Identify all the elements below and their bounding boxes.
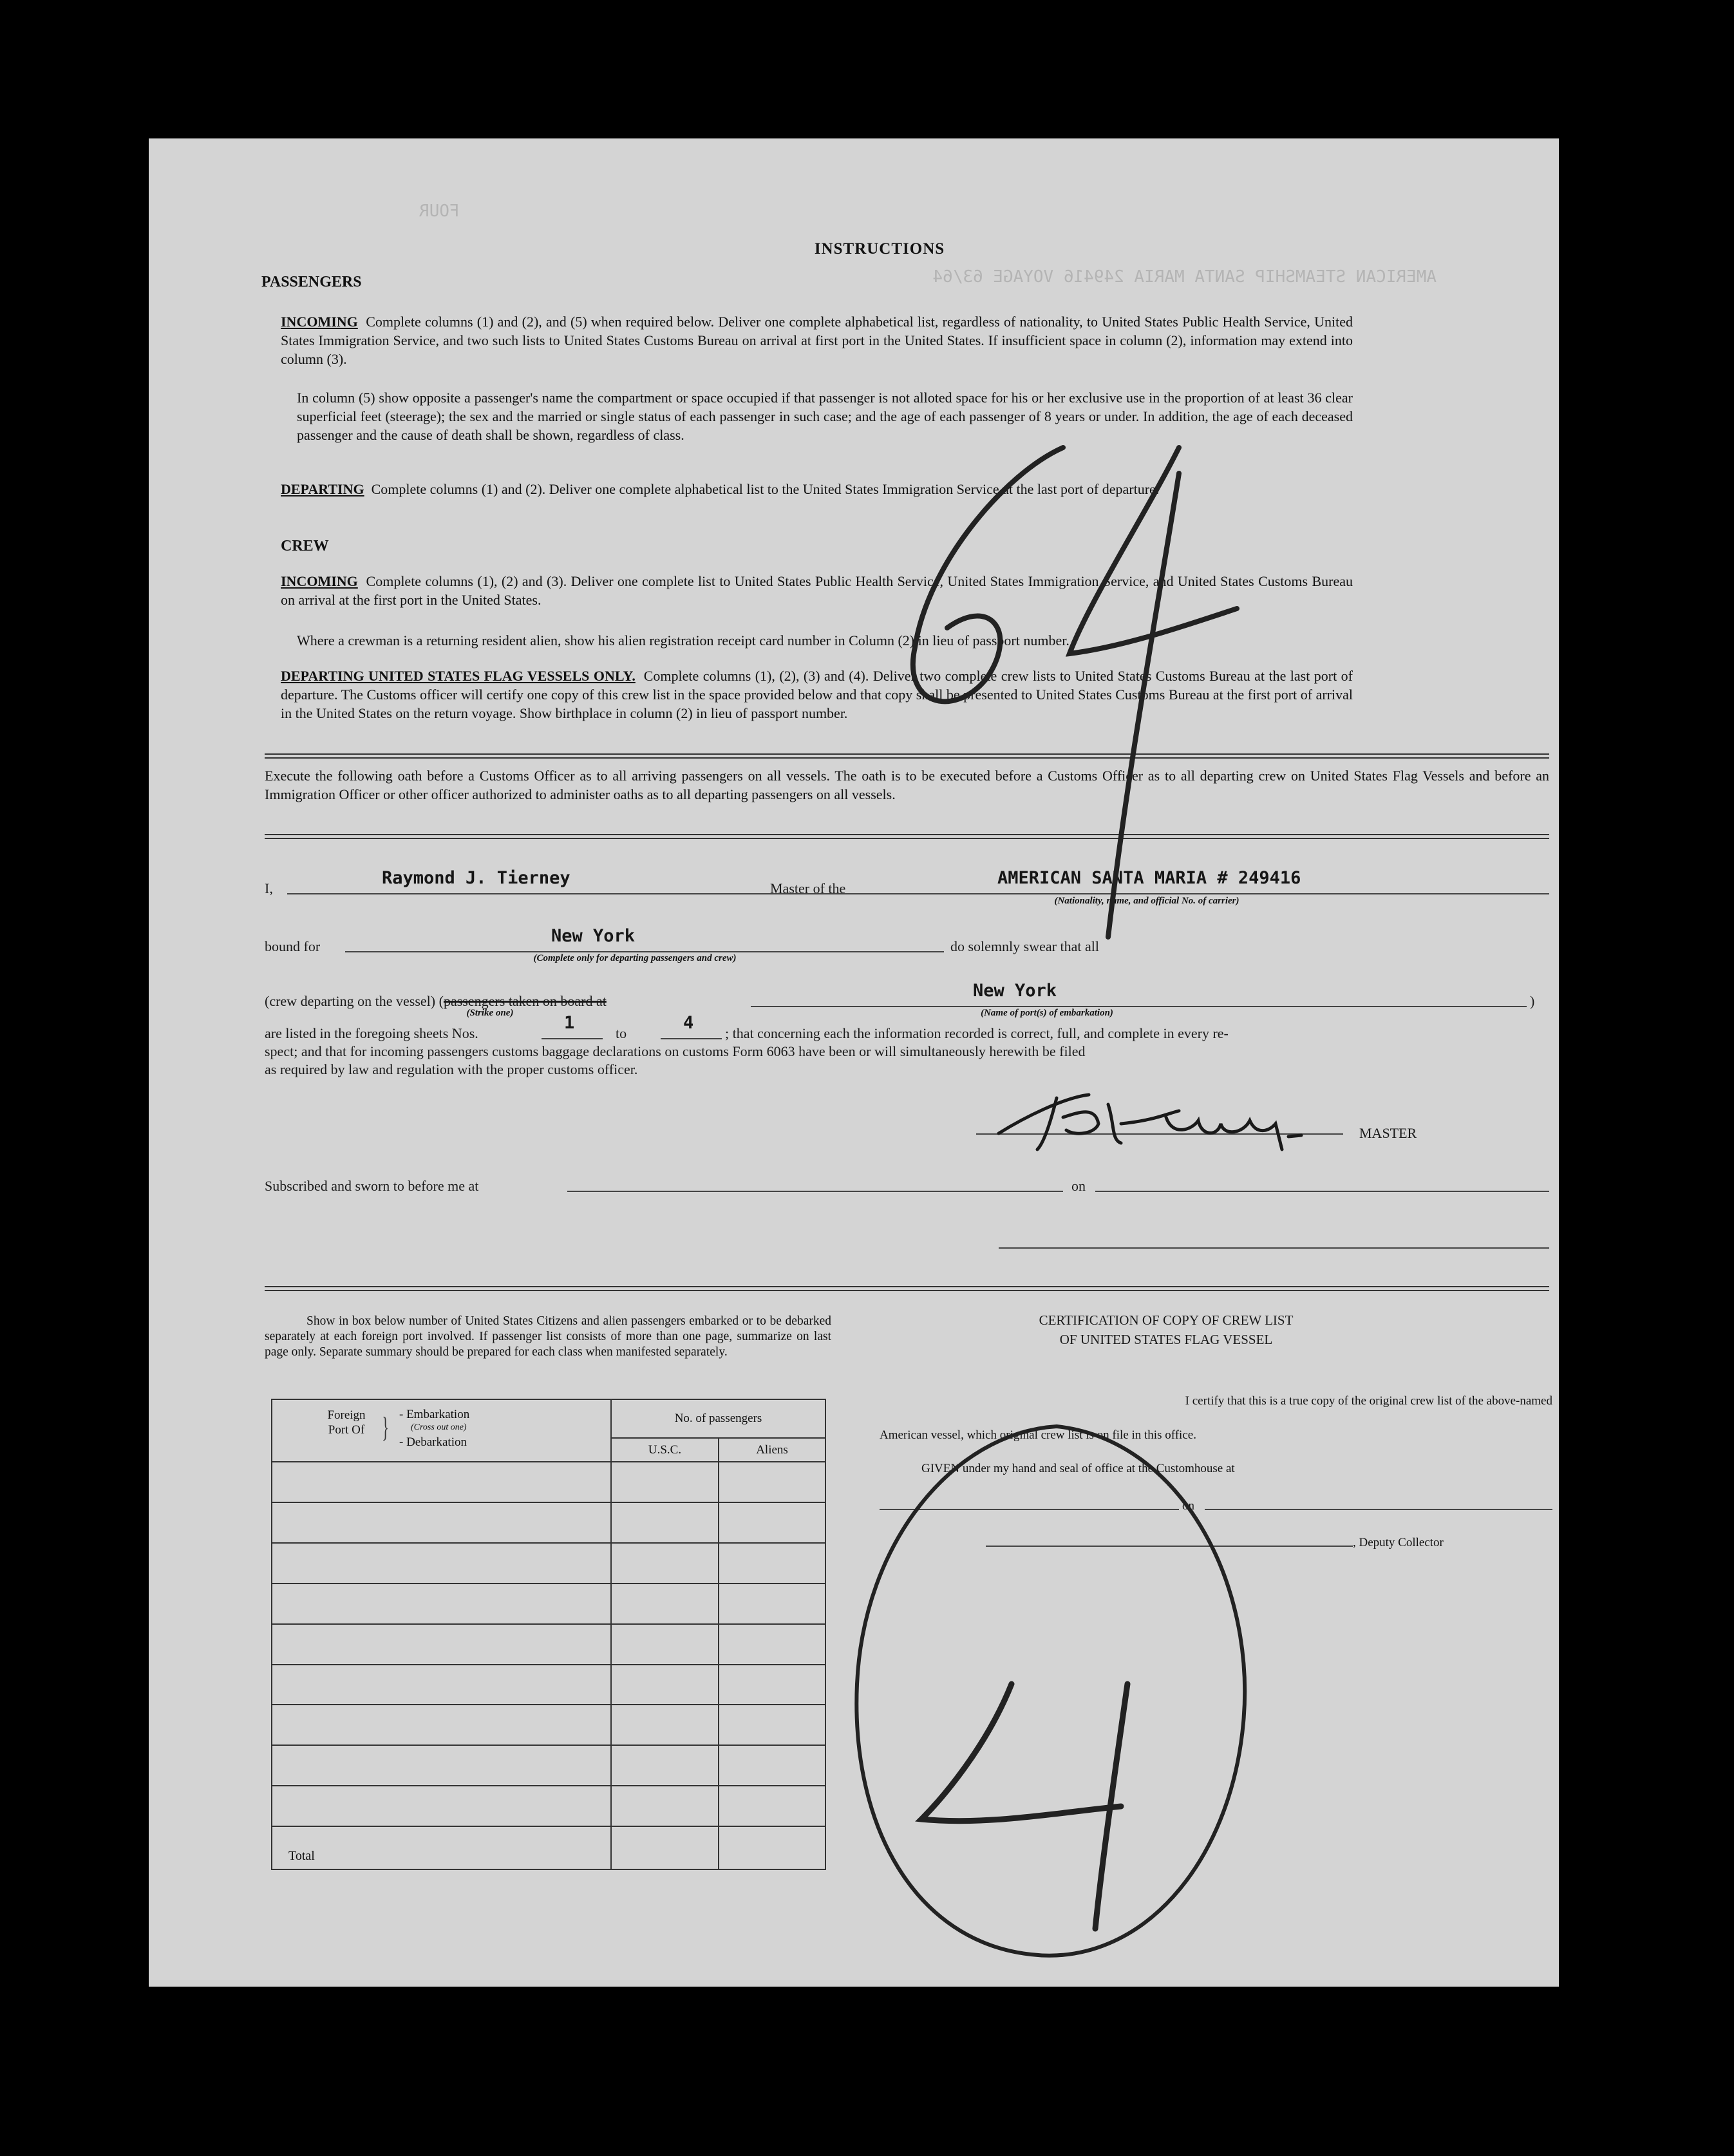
divider-3b <box>265 1290 1549 1291</box>
summary-instruction: Show in box below number of United States Citizens and alien passengers embarked or to be debarked separately at each foreign port involved. If passenger list consists of more than one page, summarize on last page only. Separate summary should be prepared for each class when manifested separately. <box>265 1314 831 1359</box>
master-of-label: Master of the <box>770 880 846 896</box>
bound-caption: (Complete only for departing passengers and crew) <box>533 953 737 963</box>
embarkation-label: - Embarkation <box>399 1408 470 1421</box>
sheets-text-1: ; that concerning each the information recorded is correct, full, and complete in every re- <box>725 1025 1229 1041</box>
strike-caption: (Strike one) <box>466 1008 514 1018</box>
certification-title-1: CERTIFICATION OF COPY OF CREW LIST <box>1039 1312 1294 1328</box>
subscribed-place-line <box>567 1191 1063 1192</box>
passengers-departing-text: Complete columns (1) and (2). Deliver one complete alphabetical list to the United States Immigration Service at the last port of departure. <box>371 481 1160 497</box>
table-row-usc[interactable] <box>611 1665 719 1705</box>
officer-signature-line <box>999 1247 1549 1249</box>
table-row-usc[interactable] <box>611 1705 719 1745</box>
page-title: INSTRUCTIONS <box>814 240 945 258</box>
aliens-header: Aliens <box>719 1438 825 1462</box>
sheets-text-2: spect; and that for incoming passengers customs baggage declarations on customs Form 6063 have been or will simultaneously herewith be filed <box>265 1043 1086 1059</box>
embark-caption: (Name of port(s) of embarkation) <box>981 1008 1113 1018</box>
table-row-usc[interactable] <box>611 1584 719 1624</box>
summary-table <box>271 1399 826 1870</box>
total-aliens[interactable] <box>719 1826 825 1869</box>
table-row-usc[interactable] <box>611 1502 719 1543</box>
table-row-aliens[interactable] <box>719 1502 825 1543</box>
total-label: Total <box>272 1826 611 1869</box>
subscribed-date-line <box>1095 1191 1549 1192</box>
no-passengers-header: No. of passengers <box>611 1399 825 1438</box>
table-row-port[interactable] <box>272 1502 611 1543</box>
ghost-text-top: FOUR <box>419 202 460 221</box>
sheets-label: are listed in the foregoing sheets Nos. <box>265 1025 478 1041</box>
sheet-to: 4 <box>683 1013 694 1033</box>
master-signature <box>986 1085 1346 1156</box>
table-row-aliens[interactable] <box>719 1624 825 1665</box>
debarkation-label: - Debarkation <box>399 1435 467 1449</box>
cross-out-label: (Cross out one) <box>411 1423 467 1432</box>
table-row-aliens[interactable] <box>719 1665 825 1705</box>
master-name: Raymond J. Tierney <box>382 868 570 888</box>
usc-header: U.S.C. <box>611 1438 719 1462</box>
table-row-aliens[interactable] <box>719 1786 825 1826</box>
oath-i-label: I, <box>265 880 273 896</box>
divider-3 <box>265 1286 1549 1287</box>
bound-for-line <box>345 951 944 952</box>
table-row-port[interactable] <box>272 1665 611 1705</box>
master-label: MASTER <box>1359 1125 1417 1141</box>
sheets-text-3: as required by law and regulation with the proper customs officer. <box>265 1061 638 1077</box>
table-row-port[interactable] <box>272 1543 611 1584</box>
crew-departing-open: (crew departing on the vessel) ( <box>265 993 444 1009</box>
passengers-incoming-label: INCOMING <box>281 314 358 330</box>
table-row-port[interactable] <box>272 1584 611 1624</box>
table-row-aliens[interactable] <box>719 1745 825 1786</box>
vessel-name: AMERICAN SANTA MARIA # 249416 <box>997 868 1301 888</box>
table-row-aliens[interactable] <box>719 1543 825 1584</box>
passengers-heading: PASSENGERS <box>261 274 362 290</box>
table-row-aliens[interactable] <box>719 1462 825 1502</box>
table-row-usc[interactable] <box>611 1624 719 1665</box>
table-row-port[interactable] <box>272 1624 611 1665</box>
table-row-usc[interactable] <box>611 1543 719 1584</box>
table-row-usc[interactable] <box>611 1745 719 1786</box>
table-row-port[interactable] <box>272 1705 611 1745</box>
certification-title-2: OF UNITED STATES FLAG VESSEL <box>1059 1332 1273 1347</box>
document-page <box>149 138 1559 1987</box>
cert-on-label: on <box>1182 1499 1194 1513</box>
table-row-port[interactable] <box>272 1786 611 1826</box>
total-usc[interactable] <box>611 1826 719 1869</box>
to-label: to <box>616 1025 627 1041</box>
crew-heading: CREW <box>281 538 329 554</box>
table-row-aliens[interactable] <box>719 1584 825 1624</box>
brace-icon: } <box>382 1412 389 1443</box>
passengers-incoming-paragraph <box>281 312 1353 368</box>
bound-for-label: bound for <box>265 938 321 954</box>
crew-incoming-text: Complete columns (1), (2) and (3). Deliver one complete list to United States Public Health Service, United States Immigration Service, and United States Customs Bureau on arrival at the first port in the United States. <box>281 573 1353 608</box>
table-row-usc[interactable] <box>611 1786 719 1826</box>
table-row-usc[interactable] <box>611 1462 719 1502</box>
crew-resident-paragraph: Where a crewman is a returning resident alien, show his alien registration receipt card number in Column (2) in lieu of passport number. <box>297 632 1070 648</box>
bound-for-value: New York <box>551 926 636 946</box>
certification-text-2: American vessel, which original crew list is on file in this office. <box>880 1428 1196 1442</box>
certification-text-1: I certify that this is a true copy of the original crew list of the above-named <box>1185 1394 1552 1408</box>
vessel-caption: (Nationality, name, and official No. of carrier) <box>1054 896 1239 906</box>
passengers-column5-paragraph: In column (5) show opposite a passenger's name the compartment or space occupied if that passenger is not alloted space for his or her exclusive use in the proportion of at least 36 clear superficial feet (steerage); the sex and the married or single status of each passenger in such case; and the age of each passenger of 8 years or under. In addition, the age of each deceased passenger and the cause of death shall be shown, regardless of class. <box>297 390 1353 443</box>
certification-text-3: GIVEN under my hand and seal of office at the Customhouse at <box>921 1462 1235 1475</box>
crew-incoming-label: INCOMING <box>281 573 358 589</box>
subscribed-label: Subscribed and sworn to before me at <box>265 1178 479 1194</box>
pencil-64-annotation <box>876 435 1288 963</box>
embark-port: New York <box>973 981 1057 1001</box>
pencil-circle-4-annotation <box>844 1414 1269 1980</box>
crew-departing-label <box>265 992 607 1011</box>
oath-instruction: Execute the following oath before a Customs Officer as to all arriving passengers on all vessels. The oath is to be executed before a Customs Officer as to all departing crew on United States Flag Vessels and before an Immigration Officer or other officer authorized to administer oaths as to all departing passengers on all vessels. <box>265 768 1549 802</box>
passengers-incoming-text: Complete columns (1) and (2), and (5) when required below. Deliver one complete alphabetical list, regardless of nationality, to United States Public Health Service, United States Immigration Service, and two such lists to United States Customs Bureau on arrival at first port in the United States. If insufficient space in column (2), information may extend into column (3). <box>281 314 1353 367</box>
table-row-aliens[interactable] <box>719 1705 825 1745</box>
sheet-to-line <box>661 1038 722 1039</box>
crew-departing-text: Complete columns (1), (2), (3) and (4). Deliver two complete crew lists to United States Customs Bureau at the last port of departure. The Customs officer will certify one copy of this crew list in the space provided below and that copy shall be presented to United States Customs Bureau at the first port of arrival in the United States on the return voyage. Show birthplace in column (2) in lieu of passport number. <box>281 668 1353 721</box>
foreign-port-label: Foreign Port Of <box>327 1408 366 1437</box>
table-row-port[interactable] <box>272 1745 611 1786</box>
table-row-port[interactable] <box>272 1462 611 1502</box>
passengers-struck: passengers taken on board at <box>443 993 607 1009</box>
sheet-from-line <box>542 1038 603 1039</box>
subscribed-on-label: on <box>1071 1178 1086 1194</box>
sheet-from: 1 <box>564 1013 575 1033</box>
close-paren: ) <box>1530 993 1535 1009</box>
crew-departing-label: DEPARTING UNITED STATES FLAG VESSELS ONLY. <box>281 668 636 684</box>
deputy-label: , Deputy Collector <box>1353 1536 1444 1549</box>
ghost-text-line: AMERICAN STEAMSHIP SANTA MARIA 249416 VOYAGE 63/64 <box>932 267 1437 287</box>
swear-text: do solemnly swear that all <box>950 938 1099 954</box>
passengers-departing-label: DEPARTING <box>281 481 364 497</box>
embark-line <box>751 1006 1527 1007</box>
